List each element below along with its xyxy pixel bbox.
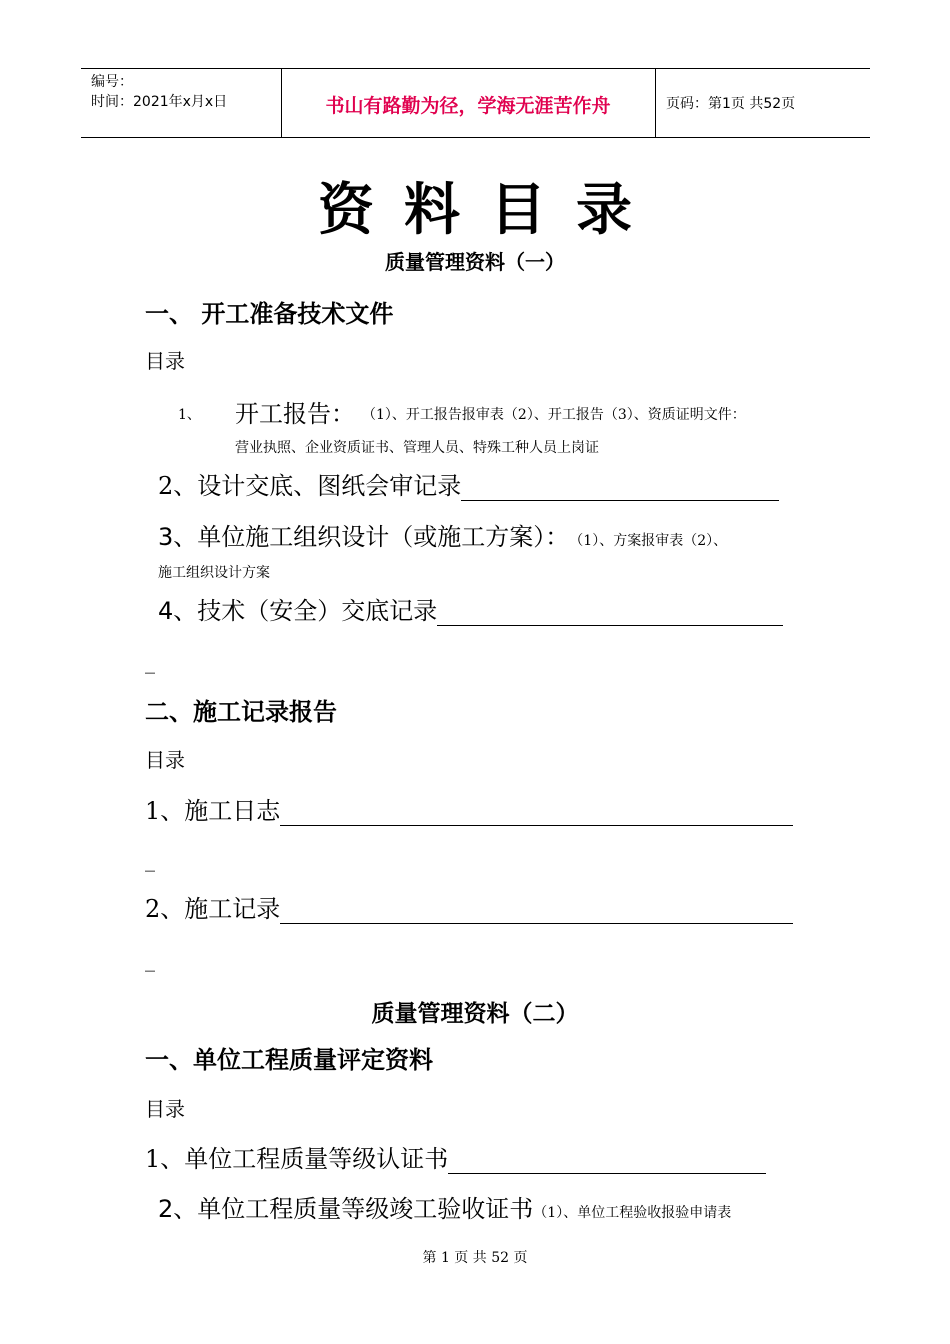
list-item bbox=[158, 1189, 731, 1224]
list-item-detail: （1）、开工报告报审表（2）、开工报告（3）、资质证明文件： bbox=[362, 407, 746, 423]
mulu-label: 目录 bbox=[145, 748, 185, 772]
section-heading: 二、施工记录报告 bbox=[145, 698, 337, 726]
mulu-label: 目录 bbox=[145, 349, 185, 373]
header-motto: 书山有路勤为径，学海无涯苦作舟 bbox=[325, 95, 611, 117]
list-item bbox=[145, 791, 793, 826]
code-label: 编号： bbox=[91, 74, 133, 90]
list-item-detail: 营业执照、企业资质证书、管理人员、特殊工种人员上岗证 bbox=[235, 440, 599, 456]
list-item bbox=[158, 591, 783, 626]
section-heading: 一、单位工程质量评定资料 bbox=[145, 1046, 433, 1074]
list-item-label: 1、单位工程质量等级认证书 bbox=[145, 1145, 449, 1173]
header-page-info: 页码：第1页 共52页 bbox=[666, 96, 796, 112]
fill-line bbox=[280, 805, 793, 826]
mulu-label: 目录 bbox=[145, 1097, 185, 1121]
page-title: 资料目录 bbox=[318, 177, 662, 243]
list-item-number: 1、 bbox=[178, 407, 201, 423]
list-item-label: 4、技术（安全）交底记录 bbox=[158, 597, 438, 625]
list-item-label: 3、单位施工组织设计（或施工方案）： bbox=[158, 523, 570, 551]
fill-line bbox=[448, 1153, 766, 1174]
header-meta bbox=[91, 72, 227, 112]
fill-line bbox=[461, 480, 779, 501]
page-footer: 第 1 页 共 52 页 bbox=[422, 1250, 528, 1266]
dash-mark: _ bbox=[145, 848, 155, 872]
list-item bbox=[145, 1139, 766, 1174]
list-item-detail: （1）、单位工程验收报验申请表 bbox=[533, 1205, 732, 1221]
time-label: 时间：2021年x月x日 bbox=[91, 94, 228, 110]
fill-line bbox=[437, 605, 783, 626]
dash-mark: _ bbox=[145, 948, 155, 972]
list-item bbox=[145, 889, 793, 924]
header-divider bbox=[655, 69, 656, 137]
list-item-detail: （1）、方案报审表（2）、 bbox=[569, 533, 728, 549]
list-item bbox=[158, 517, 727, 552]
list-item-detail: 施工组织设计方案 bbox=[158, 565, 270, 581]
list-item-label: 2、设计交底、图纸会审记录 bbox=[158, 472, 462, 500]
list-item-label: 2、施工记录 bbox=[145, 895, 281, 923]
list-item-label: 1、施工日志 bbox=[145, 797, 281, 825]
list-item-label: 2、单位工程质量等级竣工验收证书 bbox=[158, 1195, 534, 1223]
subtitle-part2: 质量管理资料（二） bbox=[371, 1000, 579, 1027]
list-item-title: 开工报告： bbox=[235, 400, 355, 428]
header-table bbox=[81, 68, 870, 138]
fill-line bbox=[280, 903, 793, 924]
subtitle-part1: 质量管理资料（一） bbox=[385, 250, 565, 274]
section-heading: 一、 开工准备技术文件 bbox=[145, 300, 394, 328]
dash-mark: _ bbox=[145, 650, 155, 674]
list-item bbox=[158, 466, 779, 501]
